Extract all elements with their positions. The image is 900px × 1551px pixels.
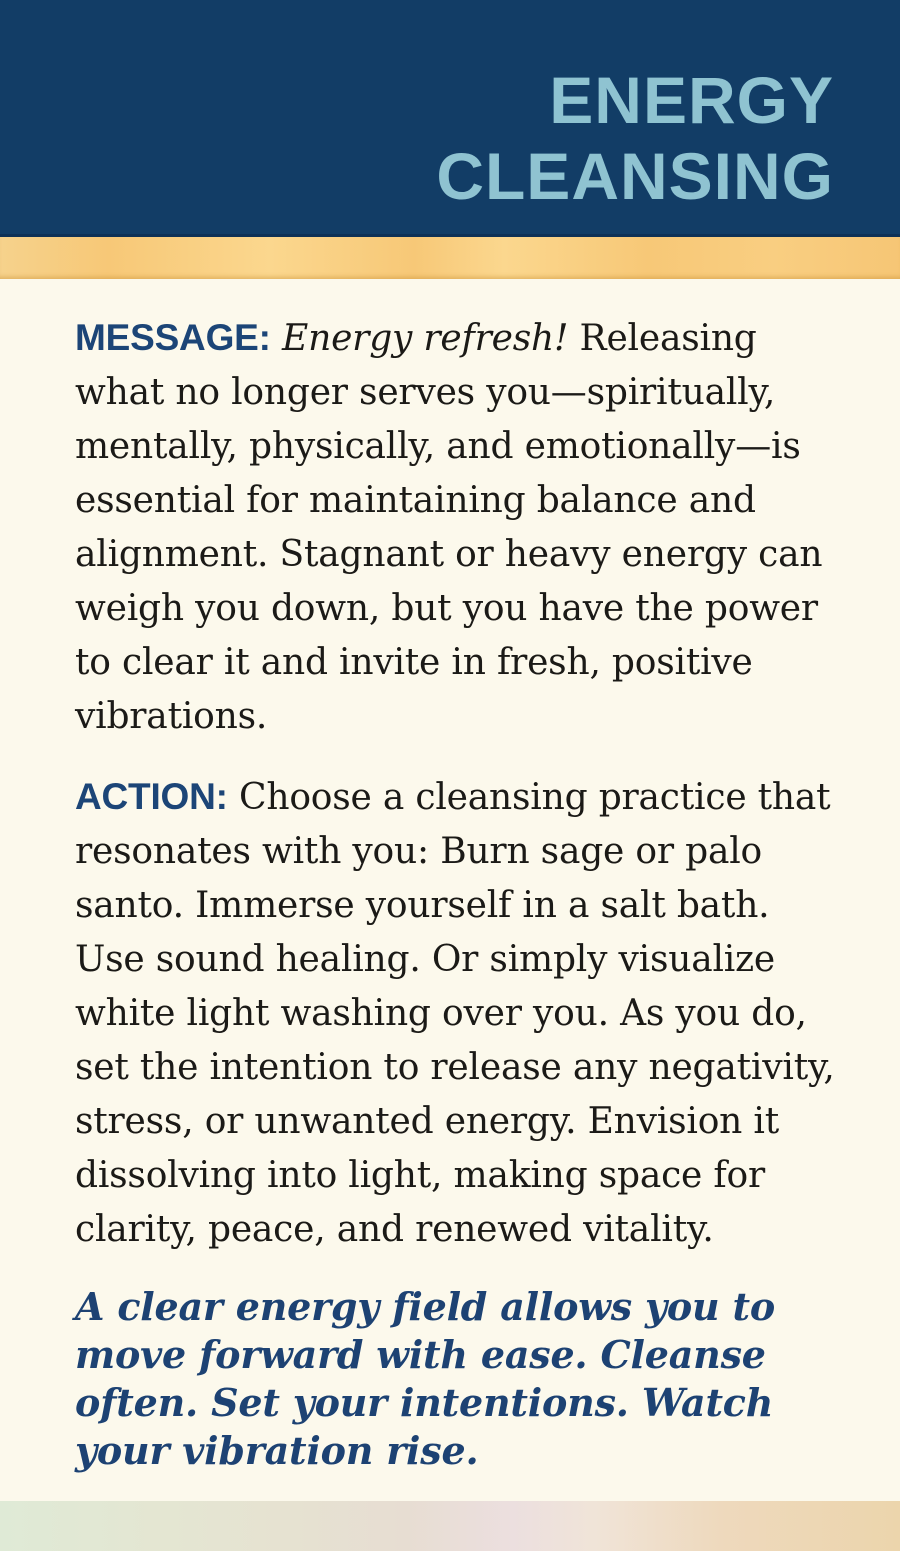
message-italic-lead: Energy refresh! — [270, 318, 580, 359]
page-title — [436, 62, 834, 214]
message-paragraph — [75, 311, 844, 744]
card-body — [0, 279, 900, 1501]
bottom-gradient-band — [0, 1501, 900, 1551]
closing-affirmation: A clear energy field allows you to move forward with ease. Cleanse often. Set your intentions. Watch your vibration rise. — [75, 1284, 775, 1473]
action-body-text: Choose a cleansing practice that resonates with you: Burn sage or palo santo. Immerse yourself in a salt bath. Use sound healing. Or simply visualize white light washing over you. As you do, set the intention to release any negativity, stress, or unwanted energy. Envision it dissolving into light, making space for clarity, peace, and renewed vitality. — [75, 777, 835, 1250]
page-title-line-2: CLEANSING — [436, 139, 834, 213]
page-title-line-1: ENERGY — [549, 63, 834, 137]
message-label: MESSAGE: — [75, 317, 271, 358]
message-body-text: Releasing what no longer serves you—spiritually, mentally, physically, and emotionally—is essential for maintaining balance and alignment. Stagnant or heavy energy can weigh you down, but you have the power to clear it and invite in fresh, positive vibrations. — [75, 318, 823, 737]
action-paragraph — [75, 770, 844, 1257]
action-label: ACTION: — [75, 776, 228, 817]
card-header — [0, 0, 900, 237]
gold-divider-stripe — [0, 237, 900, 279]
